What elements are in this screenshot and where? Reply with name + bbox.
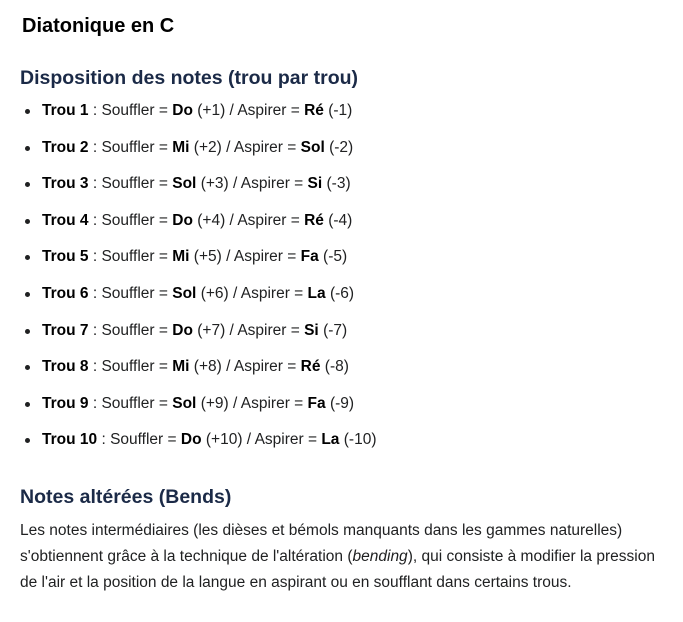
draw-text: Aspirer = — [240, 175, 304, 193]
section-heading-bends: Notes altérées (Bends) — [20, 485, 232, 508]
blow-text: Souffler = — [101, 248, 168, 266]
paragraph-text-end: ), qui consiste à modifier la pression de l'air et la position de la langue en aspirant ou en soufflant dans certains trous. — [20, 547, 655, 591]
blow-number: (+3) — [200, 175, 229, 193]
bends-paragraph — [20, 518, 660, 596]
blow-text: Souffler = — [101, 211, 168, 229]
draw-note: Si — [304, 321, 319, 339]
blow-number: (+4) — [197, 211, 226, 229]
list-item: Trou 8 : Souffler = Mi (+8) / Aspirer = Ré (-8) — [20, 353, 683, 390]
draw-number: (-6) — [329, 284, 355, 302]
blow-number: (+5) — [193, 248, 222, 266]
blow-note: Do — [172, 321, 193, 339]
blow-text: Souffler = — [101, 358, 168, 376]
section-heading-disposition — [20, 64, 683, 92]
bullet-icon — [25, 255, 30, 260]
draw-number: (-5) — [323, 248, 348, 266]
list-item: Trou 10 : Souffler = Do (+10) / Aspirer = La (-10) — [20, 426, 683, 463]
blow-note: Mi — [172, 138, 190, 156]
draw-number: (-2) — [329, 138, 354, 156]
hole-label: Trou 6 — [42, 284, 89, 302]
draw-number: (-10) — [343, 431, 377, 449]
blow-note: Mi — [172, 358, 190, 376]
draw-text: Aspirer = — [237, 321, 300, 339]
blow-text: Souffler = — [101, 138, 168, 156]
hole-label: Trou 1 — [42, 102, 89, 119]
paragraph-emphasis: bending — [352, 547, 408, 565]
hole-label: Trou 4 — [42, 211, 89, 229]
hole-label: Trou 5 — [42, 248, 89, 266]
draw-text: Aspirer = — [233, 138, 297, 156]
draw-text: Aspirer = — [237, 211, 300, 229]
bullet-icon — [25, 219, 30, 224]
blow-text: Souffler = — [101, 284, 168, 302]
hole-label: Trou 8 — [42, 358, 89, 376]
blow-number: (+9) — [200, 394, 229, 412]
bullet-icon — [25, 146, 30, 151]
draw-note: Si — [307, 175, 323, 193]
draw-text: Aspirer = — [237, 102, 300, 119]
list-item: Trou 6 : Souffler = Sol (+6) / Aspirer = La (-6) — [20, 280, 683, 317]
draw-number: (-1) — [328, 102, 353, 119]
list-item: Trou 2 : Souffler = Mi (+2) / Aspirer = Sol (-2) — [20, 134, 683, 171]
list-item: Trou 1 : Souffler = Do (+1) / Aspirer = Ré (-1) — [20, 97, 683, 134]
list-item: Trou 4 : Souffler = Do (+4) / Aspirer = Ré (-4) — [20, 207, 683, 244]
bullet-icon — [25, 402, 30, 407]
draw-text: Aspirer = — [240, 394, 304, 412]
draw-note: La — [307, 284, 326, 302]
hole-label: Trou 9 — [42, 394, 89, 412]
draw-number: (-4) — [328, 211, 353, 229]
draw-note: La — [321, 431, 340, 449]
list-item: Trou 3 : Souffler = Sol (+3) / Aspirer = Si (-3) — [20, 170, 683, 207]
draw-note: Fa — [307, 394, 326, 412]
blow-number: (+8) — [193, 358, 222, 376]
draw-text: Aspirer = — [233, 248, 297, 266]
blow-number: (+2) — [193, 138, 222, 156]
draw-note: Ré — [304, 102, 324, 119]
blow-note: Sol — [172, 394, 197, 412]
draw-note: Ré — [304, 211, 324, 229]
blow-note: Sol — [172, 284, 197, 302]
bullet-icon — [25, 365, 30, 370]
blow-text: Souffler = — [101, 102, 168, 119]
blow-number: (+7) — [197, 321, 226, 339]
bullet-icon — [25, 109, 30, 114]
draw-text: Aspirer = — [240, 284, 304, 302]
hole-label: Trou 10 — [42, 431, 98, 449]
blow-number: (+1) — [197, 102, 226, 119]
blow-note: Do — [172, 211, 193, 229]
list-item: Trou 7 : Souffler = Do (+7) / Aspirer = Si (-7) — [20, 317, 683, 354]
draw-number: (-8) — [324, 358, 349, 376]
draw-number: (-3) — [326, 175, 351, 193]
blow-text: Souffler = — [110, 431, 177, 449]
blow-text: Souffler = — [101, 394, 168, 412]
bullet-icon — [25, 329, 30, 334]
blow-note: Sol — [172, 175, 197, 193]
draw-note: Sol — [300, 138, 325, 156]
list-item: Trou 5 : Souffler = Mi (+5) / Aspirer = Fa (-5) — [20, 243, 683, 280]
hole-notes-list — [20, 97, 683, 463]
blow-number: (+6) — [200, 284, 229, 302]
heading-main-text: Disposition des notes — [20, 67, 223, 89]
paragraph-text-start: Les notes intermédiaires (les dièses et bémols manquants dans les gammes naturelles) s'obtiennent grâce à la technique de l'altération ( — [20, 521, 623, 565]
blow-note: Mi — [172, 248, 190, 266]
draw-note: Ré — [300, 358, 321, 376]
blow-note: Do — [180, 431, 202, 449]
draw-text: Aspirer = — [233, 358, 297, 376]
list-item: Trou 9 : Souffler = Sol (+9) / Aspirer = Fa (-9) — [20, 390, 683, 427]
hole-label: Trou 7 — [42, 321, 89, 339]
blow-number: (+10) — [205, 431, 243, 449]
blow-text: Souffler = — [101, 175, 168, 193]
blow-text: Souffler = — [101, 321, 168, 339]
bullet-icon — [25, 438, 30, 443]
draw-number: (-7) — [323, 321, 348, 339]
draw-text: Aspirer = — [254, 431, 318, 449]
hole-label: Trou 2 — [42, 138, 89, 156]
heading-suffix-text: (trou par trou) — [228, 67, 359, 89]
bullet-icon — [25, 292, 30, 297]
blow-note: Do — [172, 102, 193, 119]
bullet-icon — [25, 182, 30, 187]
draw-number: (-9) — [329, 394, 355, 412]
draw-note: Fa — [300, 248, 319, 266]
hole-label: Trou 3 — [42, 175, 89, 193]
page-title: Diatonique en C — [22, 15, 175, 37]
